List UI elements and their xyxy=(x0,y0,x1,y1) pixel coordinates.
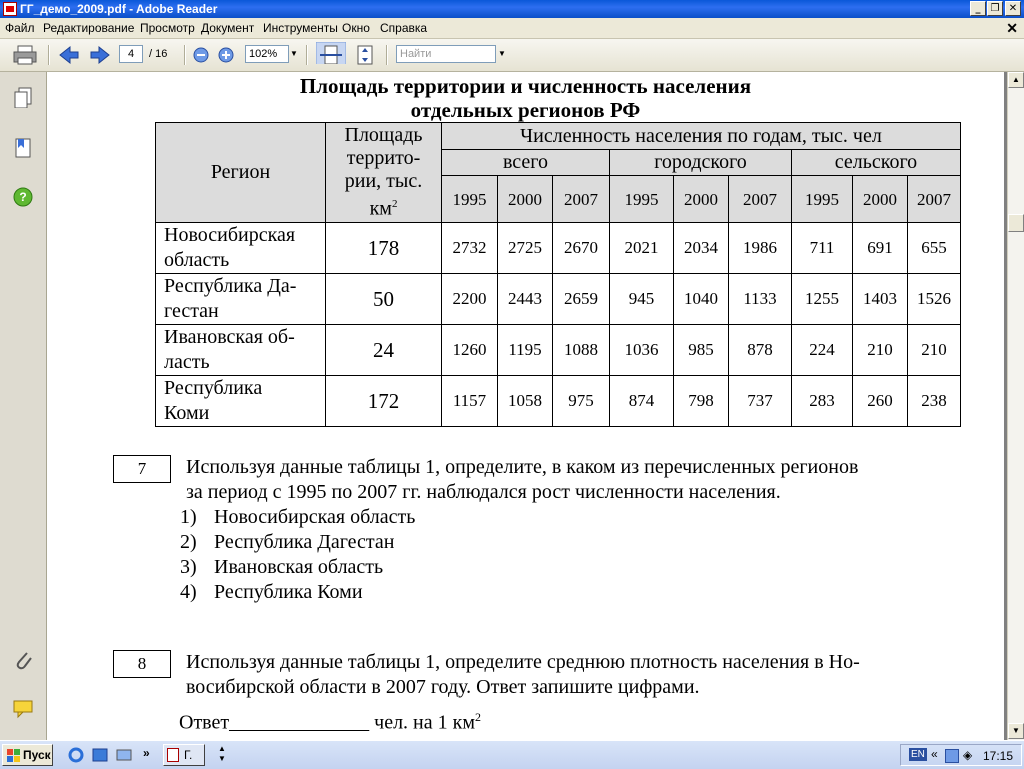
header-year: 1995 xyxy=(610,176,674,223)
ie-icon[interactable] xyxy=(68,747,84,763)
value-cell: 878 xyxy=(729,325,792,376)
quicklaunch-more-icon[interactable]: » xyxy=(143,746,150,760)
next-page-icon[interactable] xyxy=(88,44,112,66)
vertical-scrollbar[interactable] xyxy=(1007,72,1024,740)
maximize-button[interactable]: ❐ xyxy=(987,1,1003,16)
fit-page-icon[interactable] xyxy=(352,44,378,66)
region-cell: Республика Да- гестан xyxy=(156,274,326,325)
table-title-line2: отдельных регионов РФ xyxy=(410,98,641,122)
value-cell: 2670 xyxy=(553,223,610,274)
header-population: Численность населения по годам, тыс. чел xyxy=(442,123,961,150)
header-year: 1995 xyxy=(792,176,853,223)
value-cell: 655 xyxy=(908,223,961,274)
desktop-icon[interactable] xyxy=(116,747,132,763)
value-cell: 283 xyxy=(792,376,853,427)
value-cell: 985 xyxy=(674,325,729,376)
zoom-in-icon[interactable] xyxy=(217,44,237,66)
taskbar-scroll-icon[interactable]: ▲ ▼ xyxy=(218,744,226,763)
taskbar xyxy=(0,740,1024,769)
page-number-input[interactable]: 4 xyxy=(119,45,143,63)
table-row xyxy=(156,376,961,427)
value-cell: 1157 xyxy=(442,376,498,427)
previous-page-icon[interactable] xyxy=(57,44,81,66)
start-label: Пуск xyxy=(23,748,51,762)
menu-help[interactable]: Справка xyxy=(380,21,428,35)
value-cell: 1133 xyxy=(729,274,792,325)
value-cell: 737 xyxy=(729,376,792,427)
value-cell: 210 xyxy=(853,325,908,376)
value-cell: 1040 xyxy=(674,274,729,325)
option-number: 4) xyxy=(180,581,197,603)
value-cell: 1195 xyxy=(498,325,553,376)
close-button[interactable]: ✕ xyxy=(1005,1,1021,16)
value-cell: 2443 xyxy=(498,274,553,325)
option-text: Ивановская область xyxy=(214,556,384,578)
question-7-text: Используя данные таблицы 1, определите, в каком из перечисленных регионов за период с 1995 по 2007 гг. наблюдался рост численности населения. xyxy=(186,456,859,503)
pdf-icon xyxy=(167,748,179,762)
volume-icon[interactable]: ◈ xyxy=(963,748,973,762)
header-year: 1995 xyxy=(442,176,498,223)
language-indicator[interactable]: EN xyxy=(911,749,925,760)
menu-file[interactable]: Файл xyxy=(5,21,35,35)
document-close-icon[interactable]: ✕ xyxy=(1006,20,1018,36)
scroll-up-arrow-icon[interactable]: ▲ xyxy=(1008,72,1024,88)
header-rural: сельского xyxy=(792,150,961,176)
area-cell: 172 xyxy=(326,376,442,427)
value-cell: 1986 xyxy=(729,223,792,274)
pdf-page xyxy=(47,72,1004,740)
value-cell: 238 xyxy=(908,376,961,427)
table-title-line1: Площадь территории и численность населения xyxy=(299,74,752,98)
area-cell: 50 xyxy=(326,274,442,325)
value-cell: 945 xyxy=(610,274,674,325)
value-cell: 1260 xyxy=(442,325,498,376)
area-cell: 24 xyxy=(326,325,442,376)
system-tray xyxy=(900,744,1022,766)
scroll-down-arrow-icon[interactable]: ▼ xyxy=(1008,723,1024,739)
fit-width-icon[interactable] xyxy=(316,42,346,64)
question-8-text: Используя данные таблицы 1, определите среднюю плотность населения в Но- восибирской области в 2007 году. Ответ запишите цифрами. xyxy=(186,651,860,698)
menu-bar xyxy=(0,18,1024,39)
header-year: 2000 xyxy=(674,176,729,223)
population-table xyxy=(155,122,961,427)
table-row xyxy=(156,223,961,274)
value-cell: 1403 xyxy=(853,274,908,325)
print-icon[interactable] xyxy=(12,44,38,66)
scroll-thumb[interactable] xyxy=(1008,214,1024,232)
taskbar-adobe-button[interactable] xyxy=(163,744,205,766)
header-region: Регион xyxy=(156,123,326,223)
menu-tools[interactable]: Инструменты xyxy=(263,21,338,35)
navigation-pane xyxy=(0,72,47,740)
value-cell: 798 xyxy=(674,376,729,427)
header-total: всего xyxy=(442,150,610,176)
value-cell: 260 xyxy=(853,376,908,427)
menu-view[interactable]: Просмотр xyxy=(140,21,195,35)
header-year: 2007 xyxy=(553,176,610,223)
value-cell: 691 xyxy=(853,223,908,274)
value-cell: 2732 xyxy=(442,223,498,274)
value-cell: 1526 xyxy=(908,274,961,325)
clock: 17:15 xyxy=(982,749,1013,763)
value-cell: 975 xyxy=(553,376,610,427)
header-year: 2007 xyxy=(729,176,792,223)
find-dropdown-icon[interactable]: ▼ xyxy=(498,49,506,58)
document-viewport[interactable] xyxy=(47,72,1007,740)
comments-icon[interactable] xyxy=(12,698,34,720)
taskbar-adobe-label: Г. xyxy=(184,748,193,762)
option-number: 1) xyxy=(180,506,197,528)
header-urban: городского xyxy=(610,150,792,176)
area-cell: 178 xyxy=(326,223,442,274)
value-cell: 2034 xyxy=(674,223,729,274)
value-cell: 1058 xyxy=(498,376,553,427)
option-number: 3) xyxy=(180,556,197,578)
toolbar xyxy=(0,39,1024,72)
outlook-icon[interactable] xyxy=(92,747,108,763)
title-bar xyxy=(0,0,1024,18)
value-cell: 1036 xyxy=(610,325,674,376)
tray-expand-icon[interactable]: « xyxy=(931,747,938,761)
value-cell: 2659 xyxy=(553,274,610,325)
zoom-out-icon[interactable] xyxy=(192,44,212,66)
value-cell: 2021 xyxy=(610,223,674,274)
header-year: 2000 xyxy=(498,176,553,223)
value-cell: 2200 xyxy=(442,274,498,325)
window-title: ГГ_демо_2009.pdf - Adobe Reader xyxy=(20,2,218,16)
network-icon[interactable] xyxy=(945,749,959,763)
find-input[interactable]: Найти xyxy=(396,45,496,63)
value-cell: 874 xyxy=(610,376,674,427)
pages-icon[interactable] xyxy=(12,86,34,108)
question-7-number: 7 xyxy=(113,455,171,483)
windows-logo-icon xyxy=(7,749,20,762)
region-cell: Новосибирская область xyxy=(156,223,326,274)
adobe-reader-icon xyxy=(3,2,17,16)
value-cell: 2725 xyxy=(498,223,553,274)
menu-window[interactable]: Окно xyxy=(342,21,370,35)
header-area: Площадь террито- рии, тыс. $км^2$ xyxy=(326,123,442,223)
zoom-dropdown-icon[interactable]: ▼ xyxy=(290,49,298,58)
header-year: 2007 xyxy=(908,176,961,223)
attachments-icon[interactable] xyxy=(12,648,34,670)
header-year: 2000 xyxy=(853,176,908,223)
region-cell: Республика Коми xyxy=(156,376,326,427)
start-button[interactable] xyxy=(2,744,53,766)
menu-edit[interactable]: Редактирование xyxy=(43,21,135,35)
answer-line: Ответ______________ чел. на 1 $км^2$ xyxy=(179,710,482,734)
table-row xyxy=(156,274,961,325)
option-text: Республика Дагестан xyxy=(214,531,395,553)
region-cell: Ивановская об- ласть xyxy=(156,325,326,376)
page-total: / 16 xyxy=(149,48,168,60)
help-icon[interactable] xyxy=(12,186,34,208)
value-cell: 711 xyxy=(792,223,853,274)
value-cell: 210 xyxy=(908,325,961,376)
menu-document[interactable]: Документ xyxy=(201,21,255,35)
option-text: Новосибирская область xyxy=(214,506,416,528)
question-8-number: 8 xyxy=(113,650,171,678)
bookmarks-icon[interactable] xyxy=(12,136,34,158)
minimize-button[interactable]: _ xyxy=(970,1,986,16)
svg-text:?: ? xyxy=(19,190,27,204)
option-text: Республика Коми xyxy=(214,581,363,603)
option-number: 2) xyxy=(180,531,197,553)
table-row xyxy=(156,325,961,376)
value-cell: 1255 xyxy=(792,274,853,325)
value-cell: 1088 xyxy=(553,325,610,376)
zoom-level-input[interactable]: 102% xyxy=(245,45,289,63)
value-cell: 224 xyxy=(792,325,853,376)
